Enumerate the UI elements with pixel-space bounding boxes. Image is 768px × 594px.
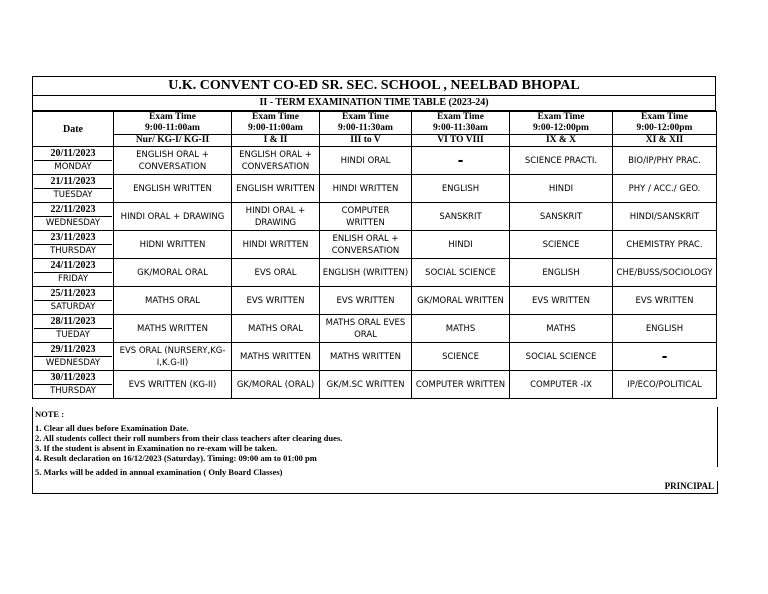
exam-time-value: 9:00-11:30am xyxy=(338,123,393,133)
exam-date: 20/11/2023 xyxy=(34,147,112,161)
subject-cell: - xyxy=(613,343,717,371)
date-cell xyxy=(33,147,114,175)
subject-cell: COMPUTER WRITTEN xyxy=(320,203,412,231)
exam-time-label: Exam Time xyxy=(437,112,484,122)
header-row xyxy=(33,112,717,135)
class-group-header: IX & X xyxy=(510,135,613,147)
date-header: Date xyxy=(33,112,114,147)
exam-day: SATURDAY xyxy=(50,302,96,312)
subject-cell: GK/M.SC WRITTEN xyxy=(320,371,412,399)
subject-cell: ENGLISH WRITTEN xyxy=(114,175,232,203)
class-group-header: VI TO VIII xyxy=(412,135,510,147)
schedule-row xyxy=(33,147,717,175)
subject-cell: HINDI xyxy=(412,231,510,259)
exam-time-value: 9:00-12:00pm xyxy=(636,123,693,133)
subject-cell: MATHS xyxy=(510,315,613,343)
column-header-time xyxy=(613,112,717,135)
subject-cell: ENGLISH ORAL + CONVERSATION xyxy=(114,147,232,175)
exam-date: 22/11/2023 xyxy=(34,203,112,217)
exam-timetable xyxy=(32,111,717,399)
column-header-time xyxy=(232,112,320,135)
date-cell xyxy=(33,315,114,343)
exam-time-label: Exam Time xyxy=(252,112,299,122)
note-item: 2. All students collect their roll numbers from their class teachers after clearing dues. xyxy=(35,433,343,443)
subject-cell: SOCIAL SCIENCE xyxy=(412,259,510,287)
notes-section xyxy=(32,407,718,494)
exam-date: 24/11/2023 xyxy=(34,259,112,273)
exam-time-label: Exam Time xyxy=(641,112,688,122)
subject-cell: COMPUTER WRITTEN xyxy=(412,371,510,399)
subject-cell: EVS WRITTEN xyxy=(510,287,613,315)
timetable-sheet xyxy=(32,76,716,399)
subject-cell: ENGLISH xyxy=(510,259,613,287)
exam-date: 21/11/2023 xyxy=(34,175,112,189)
principal-signature-label: PRINCIPAL xyxy=(664,480,714,491)
exam-day: WEDNESDAY xyxy=(45,358,101,368)
exam-date: 28/11/2023 xyxy=(34,315,112,329)
exam-day: FRIDAY xyxy=(57,274,89,284)
exam-time-value: 9:00-12:00pm xyxy=(533,123,589,133)
exam-date: 30/11/2023 xyxy=(34,371,112,385)
subject-cell: MATHS ORAL xyxy=(114,287,232,315)
date-cell xyxy=(33,231,114,259)
class-group-header: Nur/ KG-I/ KG-II xyxy=(114,135,232,147)
subject-cell: SCIENCE xyxy=(510,231,613,259)
class-group-header: III to V xyxy=(320,135,412,147)
subject-cell: GK/MORAL ORAL xyxy=(114,259,232,287)
exam-date: 29/11/2023 xyxy=(34,343,112,357)
subject-cell: MATHS WRITTEN xyxy=(320,343,412,371)
note-item: 5. Marks will be added in annual examination ( Only Board Classes) xyxy=(35,467,283,477)
subject-cell: EVS ORAL xyxy=(232,259,320,287)
subject-cell: BIO/IP/PHY PRAC. xyxy=(613,147,717,175)
column-header-time xyxy=(114,112,232,135)
date-cell xyxy=(33,343,114,371)
exam-day: THURSDAY xyxy=(50,246,96,256)
exam-date: 25/11/2023 xyxy=(34,287,112,301)
subject-cell: SANSKRIT xyxy=(510,203,613,231)
subject-cell: HINDI ORAL + DRAWING xyxy=(232,203,320,231)
subject-cell: HINDI/SANSKRIT xyxy=(613,203,717,231)
subject-cell: SCIENCE PRACTI. xyxy=(510,147,613,175)
subject-cell: EVS ORAL (NURSERY,KG-I,K.G-II) xyxy=(114,343,232,371)
subject-cell: - xyxy=(412,147,510,175)
subject-cell: CHE/BUSS/SOCIOLOGY xyxy=(613,259,717,287)
subject-cell: EVS WRITTEN (KG-II) xyxy=(114,371,232,399)
subject-cell: IP/ECO/POLITICAL xyxy=(613,371,717,399)
subject-cell: HINDI WRITTEN xyxy=(320,175,412,203)
subject-cell: ENGLISH ORAL + CONVERSATION xyxy=(232,147,320,175)
exam-time-label: Exam Time xyxy=(342,112,389,122)
subject-cell: SOCIAL SCIENCE xyxy=(510,343,613,371)
note-item: 4. Result declaration on 16/12/2023 (Saturday). Timing: 09:00 am to 01:00 pm xyxy=(35,453,317,463)
class-group-header: I & II xyxy=(232,135,320,147)
schedule-row xyxy=(33,343,717,371)
exam-title: II - TERM EXAMINATION TIME TABLE (2023-24) xyxy=(32,96,716,111)
subject-cell: ENGLISH (WRITTEN) xyxy=(320,259,412,287)
exam-time-value: 9:00-11:30am xyxy=(433,123,488,133)
schedule-row xyxy=(33,203,717,231)
subject-cell: CHEMISTRY PRAC. xyxy=(613,231,717,259)
date-cell xyxy=(33,371,114,399)
subject-cell: ENLISH ORAL + CONVERSATION xyxy=(320,231,412,259)
subject-cell: MATHS WRITTEN xyxy=(232,343,320,371)
subject-cell: EVS WRITTEN xyxy=(613,287,717,315)
exam-day: TUESDAY xyxy=(53,190,93,200)
column-header-time xyxy=(510,112,613,135)
schedule-row xyxy=(33,175,717,203)
column-header-time xyxy=(320,112,412,135)
exam-day: THURSDAY xyxy=(50,386,96,396)
notes-heading: NOTE : xyxy=(35,409,65,419)
subject-cell: COMPUTER -IX xyxy=(510,371,613,399)
date-cell xyxy=(33,259,114,287)
subject-cell: HINDI WRITTEN xyxy=(232,231,320,259)
exam-date: 23/11/2023 xyxy=(34,231,112,245)
class-group-header: XI & XII xyxy=(613,135,717,147)
subject-cell: ENGLISH xyxy=(613,315,717,343)
border-gap xyxy=(716,467,718,481)
subject-cell: EVS WRITTEN xyxy=(232,287,320,315)
exam-time-value: 9:00-11:00am xyxy=(248,123,303,133)
subject-cell: MATHS ORAL EVES ORAL xyxy=(320,315,412,343)
subject-cell: MATHS WRITTEN xyxy=(114,315,232,343)
schedule-row xyxy=(33,287,717,315)
exam-day: TUEDAY xyxy=(56,330,90,340)
note-item: 3. If the student is absent in Examination no re-exam will be taken. xyxy=(35,443,278,453)
subject-cell: EVS WRITTEN xyxy=(320,287,412,315)
subject-cell: ENGLISH xyxy=(412,175,510,203)
subject-cell: GK/MORAL WRITTEN xyxy=(412,287,510,315)
schedule-row xyxy=(33,231,717,259)
exam-time-label: Exam Time xyxy=(149,112,196,122)
exam-day: WEDNESDAY xyxy=(45,218,101,228)
subject-cell: MATHS ORAL xyxy=(232,315,320,343)
note-item: 1. Clear all dues before Examination Date. xyxy=(35,423,189,433)
subject-cell: SCIENCE xyxy=(412,343,510,371)
subject-cell: HINDI ORAL + DRAWING xyxy=(114,203,232,231)
date-cell xyxy=(33,287,114,315)
subject-cell: PHY / ACC./ GEO. xyxy=(613,175,717,203)
exam-time-label: Exam Time xyxy=(537,112,585,122)
schedule-row xyxy=(33,259,717,287)
schedule-row xyxy=(33,315,717,343)
subject-cell: HINDI ORAL xyxy=(320,147,412,175)
class-header-row xyxy=(33,135,717,147)
date-cell xyxy=(33,175,114,203)
subject-cell: MATHS xyxy=(412,315,510,343)
subject-cell: GK/MORAL (ORAL) xyxy=(232,371,320,399)
exam-time-value: 9:00-11:00am xyxy=(145,123,200,133)
subject-cell: ENGLISH WRITTEN xyxy=(232,175,320,203)
subject-cell: SANSKRIT xyxy=(412,203,510,231)
subject-cell: HIDNI WRITTEN xyxy=(114,231,232,259)
subject-cell: HINDI xyxy=(510,175,613,203)
school-name: U.K. CONVENT CO-ED SR. SEC. SCHOOL , NEELBAD BHOPAL xyxy=(32,76,716,96)
schedule-row xyxy=(33,371,717,399)
exam-day: MONDAY xyxy=(54,162,92,172)
column-header-time xyxy=(412,112,510,135)
date-cell xyxy=(33,203,114,231)
